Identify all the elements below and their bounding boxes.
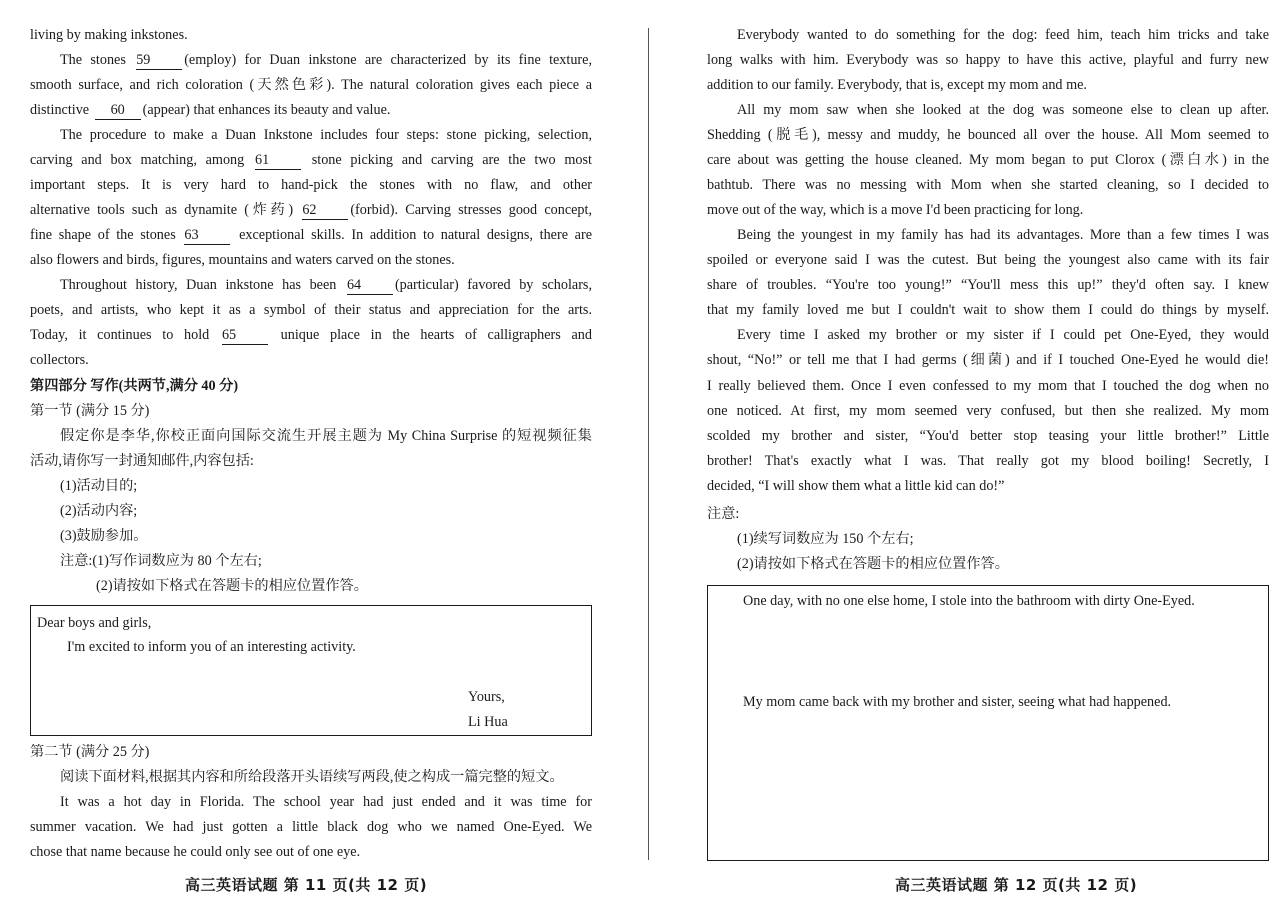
text-line: 活动,请你写一封通知邮件,内容包括: <box>30 453 254 469</box>
text-line: Shedding (脱毛), messy and muddy, he bounced all over the house. All Mom seemed to <box>707 127 1269 143</box>
text-line: bathtub. There was no messing with Mom when she started cleaning, so I decided to <box>707 177 1269 193</box>
text-line: care about was getting the house cleaned. My mom began to put Clorox (漂白水) in the <box>707 152 1269 168</box>
text-line: one noticed. At first, my mom seemed very confused, but then she realized. My mom <box>707 403 1269 419</box>
continuation-writing-box <box>707 585 1269 861</box>
page-footer-right: 高三英语试题 第 12 页(共 12 页) <box>895 876 1138 894</box>
letter-signature: Li Hua <box>468 714 508 730</box>
page-footer-left: 高三英语试题 第 11 页(共 12 页) <box>185 876 428 894</box>
text-line: addition to our family. Everybody, that is, except my mom and me. <box>707 77 1087 93</box>
text-line: 注意:(1)写作词数应为 80 个左右; <box>60 553 262 569</box>
letter-opening: I'm excited to inform you of an interesting activity. <box>67 639 356 655</box>
text-line: 第四部分 写作(共两节,满分 40 分) <box>30 378 239 394</box>
text-line: Every time I asked my brother or my sister if I could pet One-Eyed, they would <box>737 327 1269 343</box>
text-line: 注意: <box>707 506 740 522</box>
text-line: long walks with him. Everybody was so happy to have this active, playful and furry new <box>707 52 1269 68</box>
text-line: Being the youngest in my family has had its advantages. More than a few times I was <box>737 227 1269 243</box>
column-divider <box>648 28 649 860</box>
text-line: also flowers and birds, figures, mountains and waters carved on the stones. <box>30 252 455 268</box>
text-line: Everybody wanted to do something for the dog: feed him, teach him tricks and take <box>737 27 1269 43</box>
text-line: summer vacation. We had just gotten a little black dog who we named One-Eyed. We <box>30 819 592 835</box>
text-line: share of troubles. “You're too young!” “You'll mess this up!” they'd often say. I knew <box>707 277 1269 293</box>
text-line: (1)续写词数应为 150 个左右; <box>737 531 914 547</box>
text-line: (2)请按如下格式在答题卡的相应位置作答。 <box>737 556 1009 572</box>
text-line: Throughout history, Duan inkstone has been 64 (particular) favored by scholars, <box>60 277 592 293</box>
answer-blank-61: 61 <box>255 152 301 170</box>
text-line: (2)活动内容; <box>60 503 138 519</box>
letter-template-box <box>30 605 592 736</box>
text-line: scolded my brother and sister, “You'd better stop teasing your little brother!” Little <box>707 428 1269 444</box>
answer-blank-63: 63 <box>184 227 230 245</box>
text-line: 阅读下面材料,根据其内容和所给段落开头语续写两段,使之构成一篇完整的短文。 <box>60 769 564 785</box>
text-line: The stones 59 (employ) for Duan inkstone are characterized by its fine texture, <box>60 52 592 68</box>
text-line: (3)鼓励参加。 <box>60 528 148 544</box>
text-line: I really believed them. Once I even confessed to my mom that I touched the dog when no <box>707 378 1269 394</box>
text-line: brother! That's exactly what I was. That really got my blood boiling! Secretly, I <box>707 453 1269 469</box>
text-line: 第一节 (满分 15 分) <box>30 403 150 419</box>
text-line: alternative tools such as dynamite (炸药) 62 (forbid). Carving stresses good concept, <box>30 202 592 218</box>
text-line: poets, and artists, who kept it as a symbol of their status and appreciation for the arts. <box>30 302 592 318</box>
text-line: carving and box matching, among 61 stone picking and carving are the two most <box>30 152 592 168</box>
text-line: 第二节 (满分 25 分) <box>30 744 150 760</box>
answer-blank-64: 64 <box>347 277 393 295</box>
text-line: The procedure to make a Duan Inkstone includes four steps: stone picking, selection, <box>60 127 592 143</box>
answer-blank-59: 59 <box>136 52 182 70</box>
answer-blank-60: 60 <box>95 102 141 120</box>
text-line: chose that name because he could only see out of one eye. <box>30 844 361 860</box>
text-line: (1)活动目的; <box>60 478 138 494</box>
text-line: It was a hot day in Florida. The school year had just ended and it was time for <box>60 794 592 810</box>
text-line: fine shape of the stones 63 exceptional skills. In addition to natural designs, there are <box>30 227 592 243</box>
letter-closing: Yours, <box>468 689 505 705</box>
text-line: that my family loved me but I couldn't wait to show them I could do things by myself. <box>707 302 1269 318</box>
text-line: collectors. <box>30 352 89 368</box>
text-line: spoiled or everyone said I was the cutest. But being the youngest also came with its fair <box>707 252 1269 268</box>
text-line: 假定你是李华,你校正面向国际交流生开展主题为 My China Surprise 的短视频征集 <box>60 428 592 444</box>
answer-blank-62: 62 <box>302 202 348 220</box>
answer-blank-65: 65 <box>222 327 268 345</box>
text-line: move out of the way, which is a move I'd been practicing for long. <box>707 202 1084 218</box>
text-line: smooth surface, and rich coloration (天然色彩). The natural coloration gives each piece a <box>30 77 592 93</box>
paragraph-1-opening: One day, with no one else home, I stole into the bathroom with dirty One-Eyed. <box>743 593 1195 609</box>
text-line: distinctive 60 (appear) that enhances its beauty and value. <box>30 102 391 118</box>
text-line: shout, “No!” or tell me that I had germs (细菌) and if I touched One-Eyed he would die! <box>707 352 1269 368</box>
text-line: (2)请按如下格式在答题卡的相应位置作答。 <box>96 578 368 594</box>
letter-greeting: Dear boys and girls, <box>37 615 152 631</box>
text-line: Today, it continues to hold 65 unique place in the hearts of calligraphers and <box>30 327 592 343</box>
text-line: important steps. It is very hard to hand-pick the stones with no flaw, and other <box>30 177 592 193</box>
text-line: living by making inkstones. <box>30 27 188 43</box>
text-line: All my mom saw when she looked at the dog was someone else to clean up after. <box>737 102 1269 118</box>
paragraph-2-opening: My mom came back with my brother and sister, seeing what had happened. <box>743 694 1172 710</box>
text-line: decided, “I will show them what a little kid can do!” <box>707 478 1005 494</box>
